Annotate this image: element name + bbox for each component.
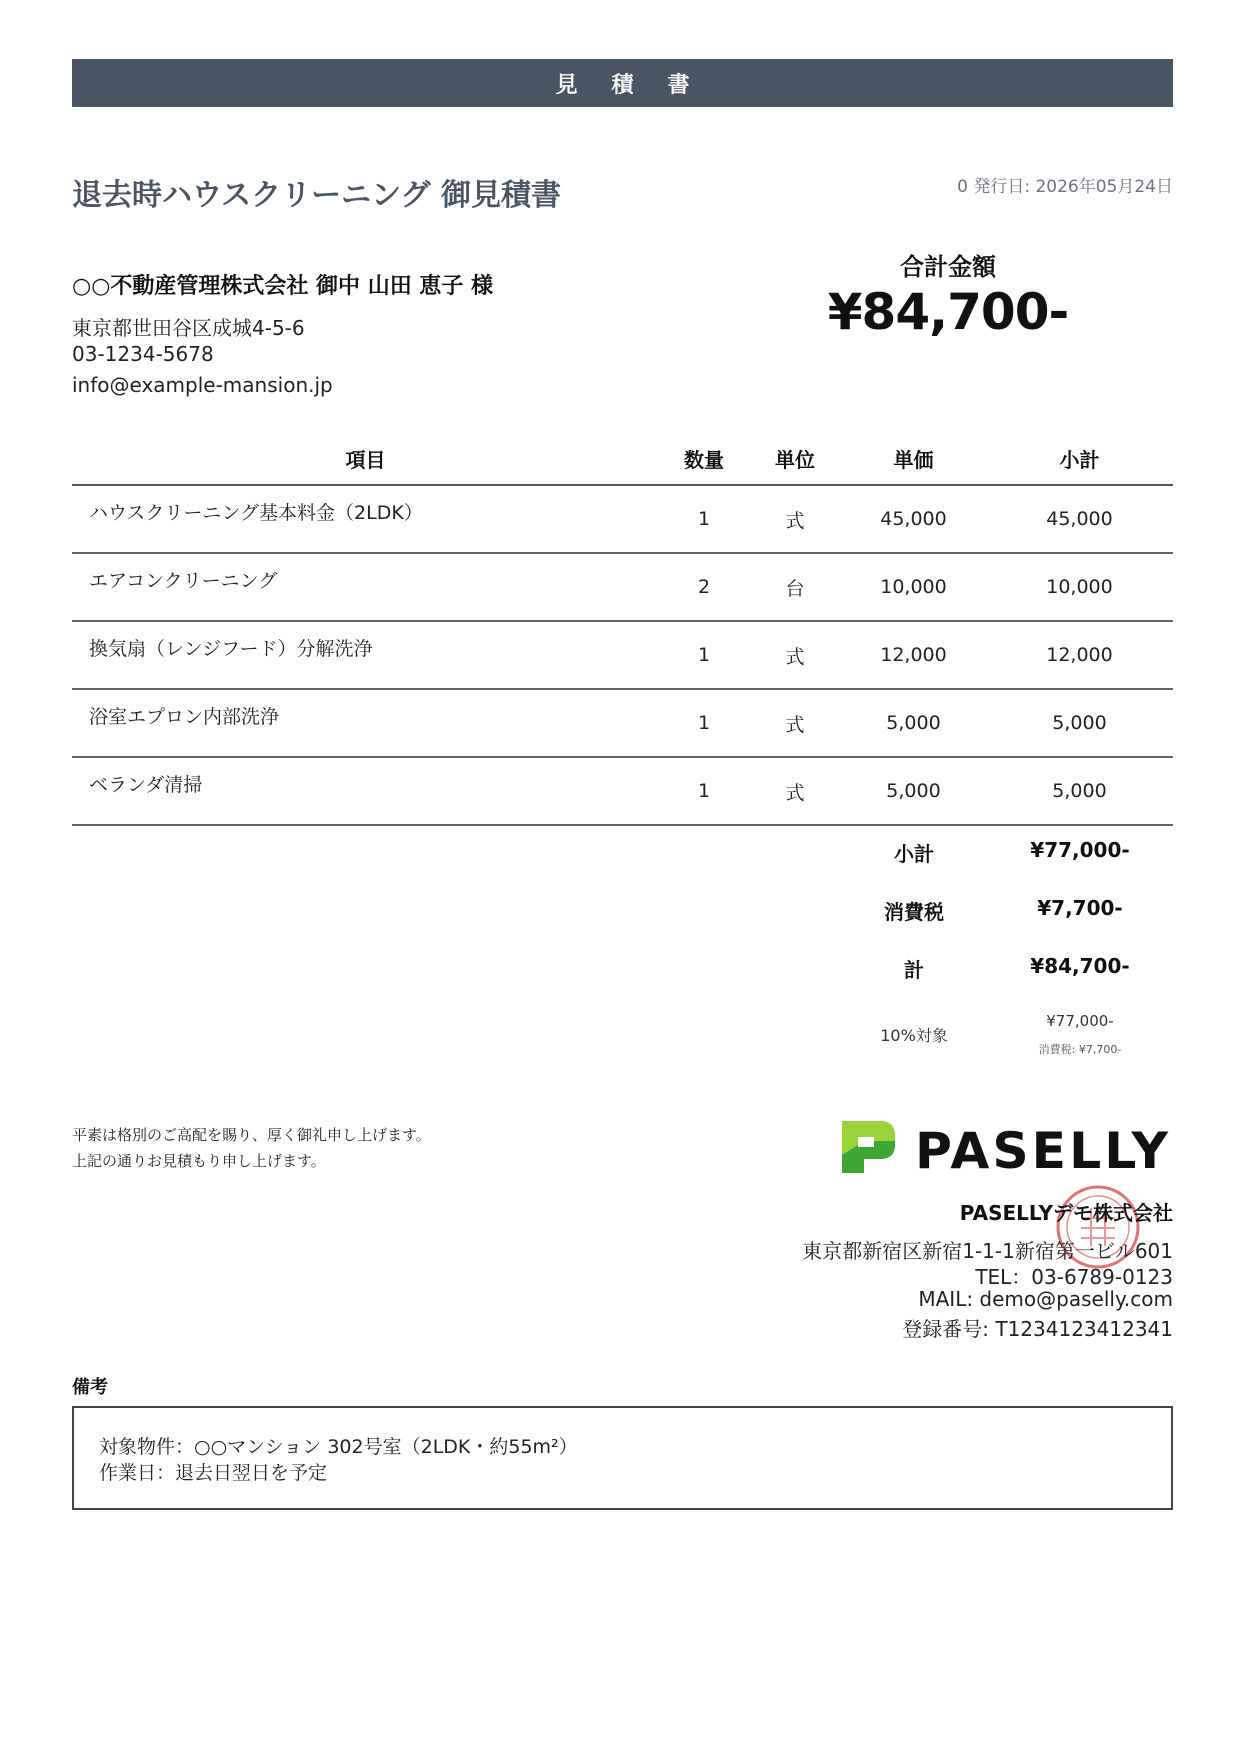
table-header-row	[72, 432, 1173, 485]
item-price: 10,000	[841, 553, 986, 621]
item-name: 換気扇（レンジフード）分解洗浄	[72, 621, 659, 689]
item-qty: 1	[659, 689, 749, 757]
client-phone: 03-1234-5678	[72, 342, 214, 366]
greeting-line-2: 上記の通りお見積もり申し上げます。	[72, 1152, 326, 1170]
column-header-price: 単価	[841, 432, 986, 485]
item-price: 12,000	[841, 621, 986, 689]
grand-total-value: ¥84,700-	[1030, 954, 1130, 978]
issuer-tel: TEL：03-6789-0123	[975, 1265, 1173, 1289]
item-name: エアコンクリーニング	[72, 553, 659, 621]
item-qty: 1	[659, 757, 749, 825]
tax-rate-base: ¥77,000-	[1046, 1012, 1114, 1030]
remarks-line-1: 対象物件：○○マンション 302号室（2LDK・約55m²）	[99, 1436, 578, 1458]
item-qty: 1	[659, 485, 749, 553]
column-header-subtotal: 小計	[986, 432, 1173, 485]
item-unit: 式	[749, 485, 841, 553]
tax-rate-amount: 消費税: ¥7,700-	[1038, 1043, 1122, 1056]
issuer-address: 東京都新宿区新宿1-1-1新宿第一ビル601	[802, 1239, 1173, 1263]
document-type-label: 見積書	[555, 72, 724, 98]
item-subtotal: 45,000	[986, 485, 1173, 553]
remarks-box	[72, 1406, 1173, 1510]
client-email: info@example-mansion.jp	[72, 373, 333, 397]
line-items-table	[72, 432, 1173, 826]
issuer-company-name: PASELLYデモ株式会社	[959, 1201, 1173, 1225]
subtotal-label: 小計	[894, 842, 934, 866]
item-price: 5,000	[841, 689, 986, 757]
column-header-unit: 単位	[749, 432, 841, 485]
page-title: 退去時ハウスクリーニング 御見積書	[72, 178, 561, 213]
issuer-registration-number: 登録番号: T1234123412341	[902, 1317, 1173, 1341]
column-header-item: 項目	[72, 432, 659, 485]
item-qty: 2	[659, 553, 749, 621]
column-header-qty: 数量	[659, 432, 749, 485]
table-row	[72, 485, 1173, 553]
grand-total-label: 計	[904, 958, 924, 982]
company-logo	[840, 1115, 1173, 1179]
issue-date: 0 発行日: 2026年05月24日	[957, 177, 1173, 197]
table-row	[72, 553, 1173, 621]
paselly-logo-icon	[840, 1115, 1173, 1179]
logo-wordmark: PASELLY	[915, 1122, 1171, 1179]
client-address: 東京都世田谷区成城4-5-6	[72, 316, 305, 340]
greeting-line-1: 平素は格別のご高配を賜り、厚く御礼申し上げます。	[72, 1126, 431, 1144]
client-name: ○○不動産管理株式会社 御中 山田 恵子 様	[72, 274, 494, 299]
table-row	[72, 621, 1173, 689]
tax-label: 消費税	[884, 900, 944, 924]
item-qty: 1	[659, 621, 749, 689]
item-subtotal: 10,000	[986, 553, 1173, 621]
item-name: 浴室エプロン内部洗浄	[72, 689, 659, 757]
subtotal-value: ¥77,000-	[1030, 838, 1130, 862]
item-price: 5,000	[841, 757, 986, 825]
issuer-mail: MAIL: demo@paselly.com	[918, 1287, 1173, 1311]
item-unit: 式	[749, 621, 841, 689]
document-type-banner	[72, 59, 1173, 107]
total-amount: ¥84,700-	[827, 283, 1069, 341]
item-subtotal: 12,000	[986, 621, 1173, 689]
remarks-title: 備考	[72, 1377, 108, 1398]
item-name: ベランダ清掃	[72, 757, 659, 825]
total-amount-label: 合計金額	[900, 253, 996, 281]
item-unit: 式	[749, 757, 841, 825]
tax-rate-label: 10%対象	[880, 1026, 948, 1045]
item-subtotal: 5,000	[986, 689, 1173, 757]
item-name: ハウスクリーニング基本料金（2LDK）	[72, 485, 659, 553]
item-price: 45,000	[841, 485, 986, 553]
item-unit: 式	[749, 689, 841, 757]
remarks-line-2: 作業日：退去日翌日を予定	[99, 1462, 328, 1484]
table-row	[72, 689, 1173, 757]
item-subtotal: 5,000	[986, 757, 1173, 825]
table-row	[72, 757, 1173, 825]
item-unit: 台	[749, 553, 841, 621]
tax-value: ¥7,700-	[1037, 896, 1123, 920]
